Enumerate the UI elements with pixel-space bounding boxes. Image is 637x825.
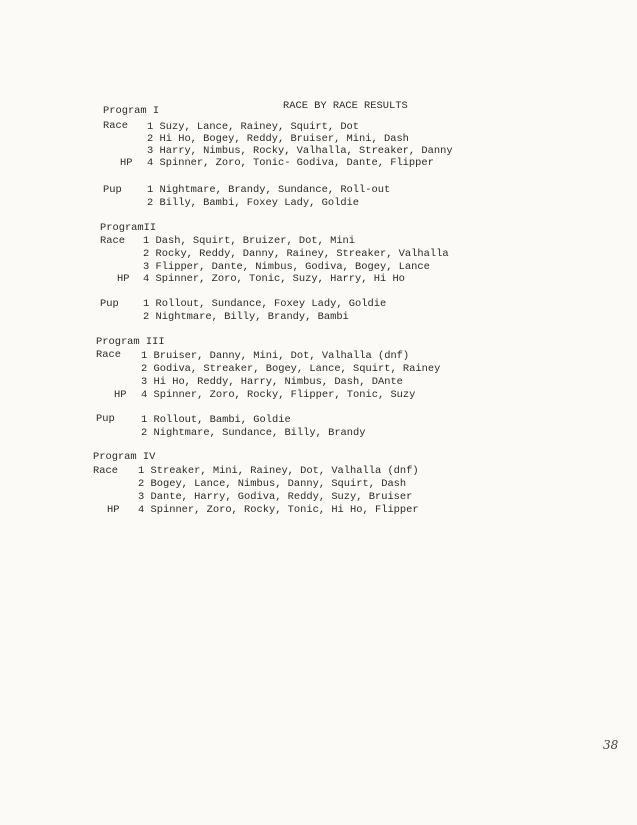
hp-marker: HP bbox=[120, 157, 133, 169]
race-number: 2 bbox=[147, 133, 154, 145]
race-number: 1 bbox=[141, 414, 148, 426]
result-row bbox=[138, 504, 419, 516]
race-number: 1 bbox=[147, 184, 154, 196]
result-row bbox=[143, 298, 386, 310]
program-heading: ProgramII bbox=[100, 222, 157, 234]
result-row bbox=[147, 145, 453, 157]
hp-marker: HP bbox=[117, 273, 130, 285]
hp-marker: HP bbox=[107, 504, 120, 516]
finishers: Streaker, Mini, Rainey, Dot, Valhalla (dnf) bbox=[150, 465, 419, 477]
group-label: Race bbox=[100, 235, 125, 247]
program-heading: Program I bbox=[103, 105, 160, 117]
finishers: Rollout, Sundance, Foxey Lady, Goldie bbox=[155, 298, 387, 310]
race-number: 2 bbox=[147, 197, 154, 209]
finishers: Flipper, Dante, Nimbus, Godiva, Bogey, Lance bbox=[155, 261, 430, 273]
finishers: Bogey, Lance, Nimbus, Danny, Squirt, Dash bbox=[150, 478, 407, 490]
page-title: RACE BY RACE RESULTS bbox=[283, 100, 408, 112]
result-row bbox=[141, 350, 409, 362]
race-number: 4 bbox=[138, 504, 145, 516]
result-row bbox=[147, 197, 359, 209]
result-row bbox=[138, 478, 406, 490]
result-row bbox=[141, 389, 415, 401]
finishers: Spinner, Zoro, Rocky, Tonic, Hi Ho, Flipper bbox=[150, 504, 419, 516]
result-row bbox=[141, 363, 440, 375]
page-number: 38 bbox=[603, 738, 619, 752]
result-row bbox=[141, 427, 366, 439]
result-row bbox=[147, 184, 390, 196]
race-number: 1 bbox=[141, 350, 148, 362]
result-row bbox=[143, 273, 405, 285]
finishers: Spinner, Zoro, Tonic, Suzy, Harry, Hi Ho bbox=[155, 273, 405, 285]
result-row bbox=[147, 121, 359, 133]
race-number: 1 bbox=[138, 465, 145, 477]
race-number: 2 bbox=[143, 248, 150, 260]
race-number: 2 bbox=[141, 363, 148, 375]
finishers: Harry, Nimbus, Rocky, Valhalla, Streaker, Danny bbox=[159, 145, 453, 157]
finishers: Spinner, Zoro, Tonic- Godiva, Dante, Flipper bbox=[159, 157, 434, 169]
group-label: Race bbox=[93, 465, 118, 477]
finishers: Godiva, Streaker, Bogey, Lance, Squirt, Rainey bbox=[153, 363, 441, 375]
race-number: 3 bbox=[143, 261, 150, 273]
finishers: Bruiser, Danny, Mini, Dot, Valhalla (dnf) bbox=[153, 350, 410, 362]
result-row bbox=[147, 133, 409, 145]
group-label: Pup bbox=[103, 184, 122, 196]
program-heading: Program III bbox=[96, 336, 165, 348]
finishers: Nightmare, Brandy, Sundance, Roll-out bbox=[159, 184, 391, 196]
program-heading: Program IV bbox=[93, 451, 156, 463]
race-number: 3 bbox=[138, 491, 145, 503]
race-number: 4 bbox=[147, 157, 154, 169]
race-number: 1 bbox=[147, 121, 154, 133]
race-number: 4 bbox=[143, 273, 150, 285]
finishers: Hi Ho, Reddy, Harry, Nimbus, Dash, DAnte bbox=[153, 376, 403, 388]
result-row bbox=[138, 491, 412, 503]
group-label: Race bbox=[96, 349, 121, 361]
result-row bbox=[141, 376, 403, 388]
finishers: Billy, Bambi, Foxey Lady, Goldie bbox=[159, 197, 360, 209]
race-number: 2 bbox=[141, 427, 148, 439]
race-number: 2 bbox=[143, 311, 150, 323]
finishers: Nightmare, Billy, Brandy, Bambi bbox=[155, 311, 349, 323]
result-row bbox=[147, 157, 434, 169]
result-row bbox=[143, 235, 355, 247]
race-number: 4 bbox=[141, 389, 148, 401]
race-number: 2 bbox=[138, 478, 145, 490]
race-number: 3 bbox=[141, 376, 148, 388]
finishers: Spinner, Zoro, Rocky, Flipper, Tonic, Suzy bbox=[153, 389, 416, 401]
group-label: Race bbox=[103, 120, 128, 132]
result-row bbox=[143, 311, 349, 323]
hp-marker: HP bbox=[114, 389, 127, 401]
race-number: 3 bbox=[147, 145, 154, 157]
finishers: Rollout, Bambi, Goldie bbox=[153, 414, 291, 426]
finishers: Rocky, Reddy, Danny, Rainey, Streaker, Valhalla bbox=[155, 248, 449, 260]
finishers: Dash, Squirt, Bruizer, Dot, Mini bbox=[155, 235, 356, 247]
finishers: Dante, Harry, Godiva, Reddy, Suzy, Bruiser bbox=[150, 491, 413, 503]
finishers: Suzy, Lance, Rainey, Squirt, Dot bbox=[159, 121, 360, 133]
result-row bbox=[143, 248, 449, 260]
result-row bbox=[138, 465, 419, 477]
race-number: 1 bbox=[143, 235, 150, 247]
race-number: 1 bbox=[143, 298, 150, 310]
result-row bbox=[143, 261, 430, 273]
group-label: Pup bbox=[100, 298, 119, 310]
group-label: Pup bbox=[96, 413, 115, 425]
finishers: Hi Ho, Bogey, Reddy, Bruiser, Mini, Dash bbox=[159, 133, 409, 145]
result-row bbox=[141, 414, 291, 426]
finishers: Nightmare, Sundance, Billy, Brandy bbox=[153, 427, 366, 439]
